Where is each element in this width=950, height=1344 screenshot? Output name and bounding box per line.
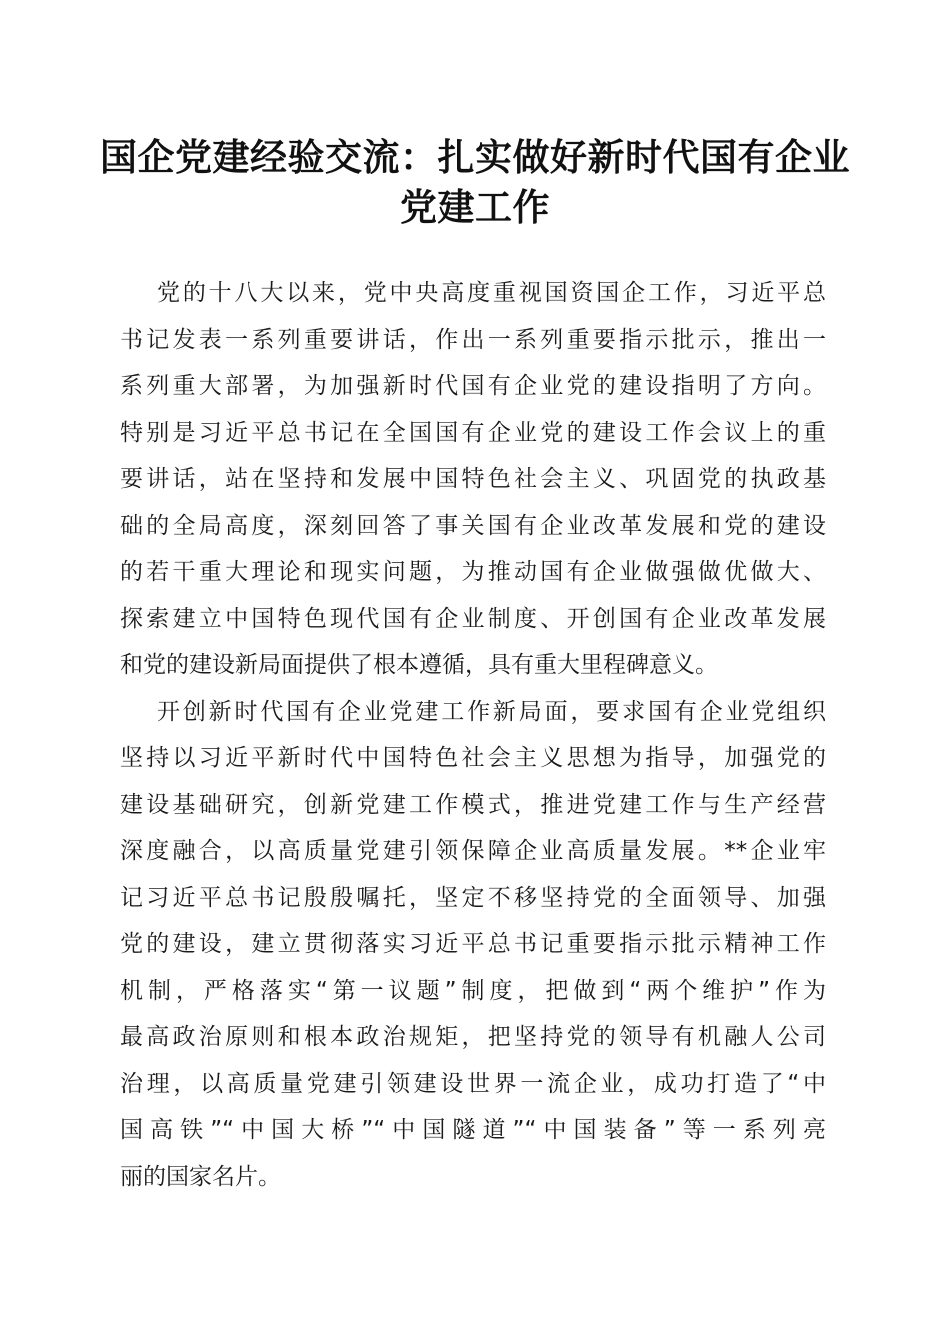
text-line: 探索建立中国特色现代国有企业制度、开创国有企业改革发展 (120, 605, 826, 632)
text-line: 要讲话，站在坚持和发展中国特色社会主义、巩固党的执政基 (120, 466, 826, 492)
title-line-1: 国企党建经验交流：扎实做好新时代国有企业 (100, 135, 850, 179)
text-line: 的若干重大理论和现实问题，为推动国有企业做强做优做大、 (120, 559, 826, 585)
text-line: 建设基础研究，创新党建工作模式，推进党建工作与生产经营 (120, 791, 826, 818)
text-line: 书记发表一系列重要讲话，作出一系列重要指示批示，推出一 (120, 326, 826, 353)
text-line: 机制，严格落实“第一议题”制度，把做到“两个维护”作为 (120, 977, 826, 1004)
text-line: 治理，以高质量党建引领建设世界一流企业，成功打造了“中 (120, 1070, 826, 1097)
text-line: 础的全局高度，深刻回答了事关国有企业改革发展和党的建设 (120, 512, 826, 539)
document-title (100, 132, 850, 232)
document-body (120, 270, 826, 1200)
text-line: 最高政治原则和根本政治规矩，把坚持党的领导有机融人公司 (120, 1024, 826, 1050)
text-line: 党的十八大以来，党中央高度重视国资国企工作，习近平总 (157, 280, 826, 306)
text-line: 党的建设，建立贯彻落实习近平总书记重要指示批示精神工作 (120, 931, 826, 957)
text-line: 特别是习近平总书记在全国国有企业党的建设工作会议上的重 (120, 419, 826, 446)
paragraph-2 (120, 689, 826, 1201)
text-line: 开创新时代国有企业党建工作新局面，要求国有企业党组织 (157, 698, 826, 725)
paragraph-1 (120, 270, 826, 689)
text-line: 记习近平总书记殷殷嘱托，坚定不移坚持党的全面领导、加强 (120, 884, 826, 911)
text-line: 丽的国家名片。 (120, 1163, 281, 1190)
text-line: 和党的建设新局面提供了根本遵循，具有重大里程碑意义。 (120, 652, 718, 678)
text-line: 深度融合，以高质量党建引领保障企业高质量发展。**企业牢 (120, 838, 826, 864)
title-line-2: 党建工作 (400, 185, 550, 229)
text-line: 国高铁”“中国大桥”“中国隧道”“中国装备”等一系列亮 (120, 1117, 826, 1143)
text-line: 坚持以习近平新时代中国特色社会主义思想为指导，加强党的 (120, 745, 826, 771)
text-line: 系列重大部署，为加强新时代国有企业党的建设指明了方向。 (120, 373, 826, 399)
